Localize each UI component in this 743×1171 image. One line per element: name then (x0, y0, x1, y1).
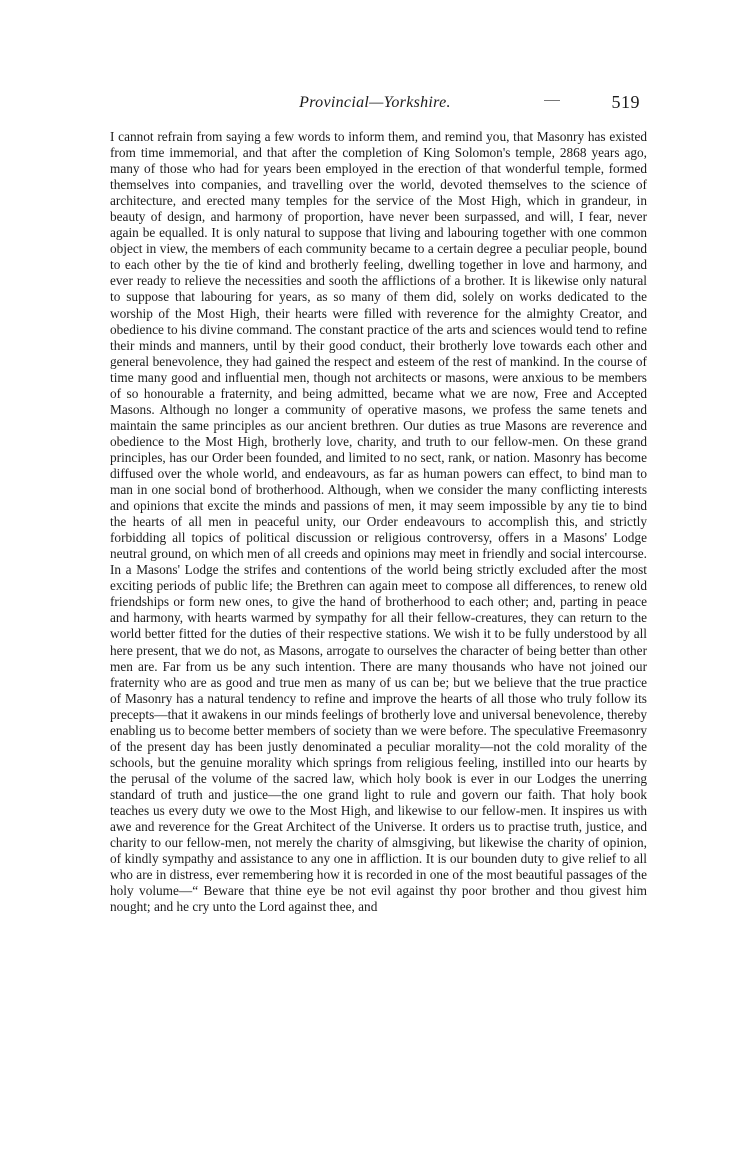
page-number: 519 (611, 92, 640, 112)
body-paragraph: I cannot refrain from saying a few words to inform them, and remind you, that Masonry has existed from time immemorial, and that after the completion of King Solomon's temple, 2868 years ago, many of those who had for years been employed in the erection of that wonderful temple, formed themselves into companies, and travelling over the world, devoted themselves to the science of architecture, and erected many temples for the service of the Most High, which in grandeur, in beauty of design, and harmony of proportion, have never been surpassed, and will, I fear, never again be equalled. It is only natural to suppose that living and labouring together with one common object in view, the members of each community became to a certain degree a peculiar people, bound to each other by the tie of kind and brotherly feeling, dwelling together in love and harmony, and ever ready to relieve the necessities and sooth the afflictions of a brother. It is likewise only natural to suppose that labouring for years, as so many of them did, solely on works dedicated to the worship of the Most High, their hearts were filled with reverence for the almighty Creator, and obedience to his divine command. The constant practice of the arts and sciences would tend to refine their minds and manners, until by their good conduct, their brotherly love towards each other and general benevolence, they had gained the respect and esteem of the rest of mankind. In the course of time many good and influential men, though not architects or masons, were anxious to be members of so honourable a fraternity, and being admitted, became what we are now, Free and Accepted Masons. Although no longer a community of operative masons, we profess the same tenets and maintain the same principles as our ancient brethren. Our duties as true Masons are reverence and obedience to the Most High, brotherly love, charity, and truth to our fellow-men. On these grand principles, has our Order been founded, and limited to no sect, rank, or nation. Masonry has become diffused over the whole world, and endeavours, as far as human powers can effect, to bind man to man in one social bond of brotherhood. Although, when we consider the many conflicting interests and opinions that excite the minds and passions of men, it may seem impossible by any tie to bind the hearts of all men in peaceful unity, our Order endeavours to accomplish this, and strictly forbidding all topics of political discussion or religious controversy, offers in a Masons' Lodge neutral ground, on which men of all creeds and opinions may meet in friendly and social intercourse. In a Masons' Lodge the strifes and contentions of the world being strictly excluded after the most exciting periods of public life; the Brethren can again meet to compose all differences, to renew old friendships or form new ones, to give the hand of brotherhood to each other; and, parting in peace and harmony, with hearts warmed by sympathy for all their fellow-creatures, they can return to the world better fitted for the duties of their respective stations. We wish it to be fully understood by all here present, that we do not, as Masons, arrogate to ourselves the character of being better than other men are. Far from us be any such intention. There are many thousands who have not joined our fraternity who are as good and true men as many of us can be; but we believe that the true practice of Masonry has a natural tendency to refine and improve the hearts of all those who truly follow its precepts—that it awakens in our minds feelings of brotherly love and universal benevolence, thereby enabling us to become better members of society than we were before. The speculative Freemasonry of the present day has been justly denominated a peculiar morality—not the cold morality of the schools, but the genuine morality which springs from religious feeling, instilled into our hearts by the perusal of the volume of the sacred law, which holy book is ever in our Lodges the unerring standard of truth and justice—the one grand light to rule and govern our faith. That holy book teaches us every duty we owe to the Most High, and likewise to our fellow-men. It inspires us with awe and reverence for the Great Architect of the Universe. It orders us to practise truth, justice, and charity to our fellow-men, not merely the charity of almsgiving, but likewise the charity of opinion, of kindly sympathy and assistance to any one in affliction. It is our bounden duty to give relief to all who are in distress, ever remembering how it is recorded in one of the most beautiful passages of the holy volume—“ Beware that thine eye be not evil against thy poor brother and thou givest him nought; and he cry unto the Lord against thee, and (110, 129, 647, 915)
header-rule-mark (544, 100, 560, 101)
running-head (110, 92, 640, 116)
running-title: Provincial—Yorkshire. (299, 94, 451, 111)
body-text-block (110, 129, 647, 915)
